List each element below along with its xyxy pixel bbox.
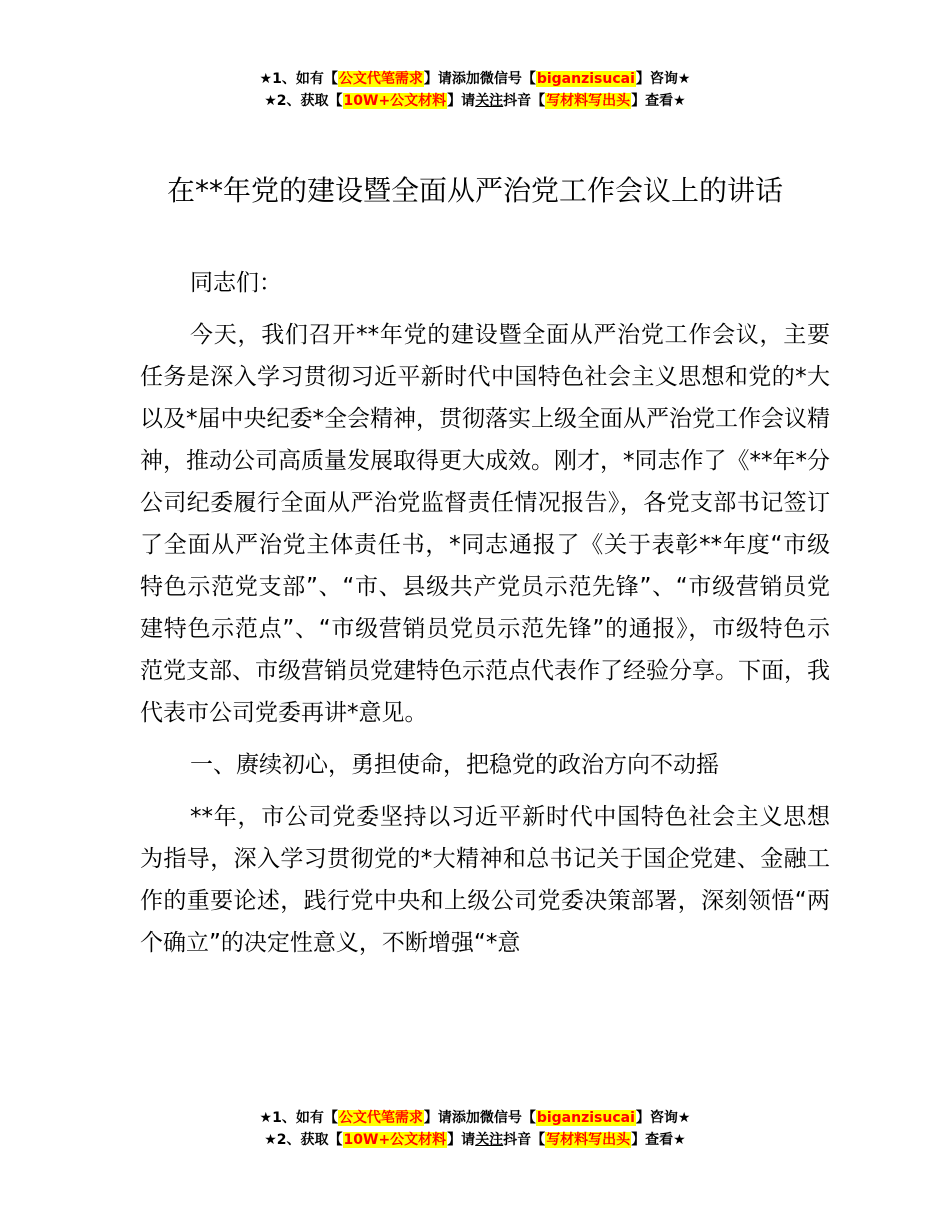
promo-highlight: 写材料写出头 <box>546 1132 631 1148</box>
promo-highlight: 10W+公文材料 <box>343 1132 447 1148</box>
document-title: 在**年党的建设暨全面从严治党工作会议上的讲话 <box>166 174 783 207</box>
bottom-promo-banner <box>0 1107 950 1151</box>
promo-highlight: 公文代笔需求 <box>338 71 423 87</box>
promo-underlined-text: 关注 <box>475 1132 504 1148</box>
body-paragraph: **年，市公司党委坚持以习近平新时代中国特色社会主义思想为指导，深入学习贯彻党的*大精神和总书记关于国企党建、金融工作的重要论述，践行党中央和上级公司党委决策部署，深刻领悟“两个确立”的决定性意义，不断增强“*意 <box>140 804 830 956</box>
promo-highlight: 写材料写出头 <box>546 93 631 109</box>
promo-highlight: biganzisucai <box>536 71 635 87</box>
top-promo-banner <box>0 68 950 112</box>
document-body <box>140 262 830 974</box>
promo-highlight: 10W+公文材料 <box>343 93 447 109</box>
section-heading: 一、赓续初心，勇担使命，把稳党的政治方向不动摇 <box>190 752 719 778</box>
promo-highlight: 公文代笔需求 <box>338 1110 423 1126</box>
promo-line-2: ★2、获取【10W+公文材料】请关注抖音【写材料写出头】查看★ <box>264 1132 686 1148</box>
promo-line-1: ★1、如有【公文代笔需求】请添加微信号【biganzisucai】咨询★ <box>259 71 691 87</box>
greeting: 同志们： <box>190 270 282 296</box>
promo-underlined-text: 关注 <box>475 93 504 109</box>
promo-line-2: ★2、获取【10W+公文材料】请关注抖音【写材料写出头】查看★ <box>264 93 686 109</box>
body-paragraph: 今天，我们召开**年党的建设暨全面从严治党工作会议，主要任务是深入学习贯彻习近平新时代中国特色社会主义思想和党的*大以及*届中央纪委*全会精神，贯彻落实上级全面从严治党工作会议精神，推动公司高质量发展取得更大成效。刚才，*同志作了《**年*分公司纪委履行全面从严治党监督责任情况报告》，各党支部书记签订了全面从严治党主体责任书，*同志通报了《关于表彰**年度“市级特色示范党支部”、“市、县级共产党员示范先锋”、“市级营销员党建特色示范点”、“市级营销员党员示范先锋”的通报》，市级特色示范党支部、市级营销员党建特色示范点代表作了经验分享。下面，我代表市公司党委再讲*意见。 <box>140 322 830 726</box>
promo-line-1: ★1、如有【公文代笔需求】请添加微信号【biganzisucai】咨询★ <box>259 1110 691 1126</box>
promo-highlight: biganzisucai <box>536 1110 635 1126</box>
